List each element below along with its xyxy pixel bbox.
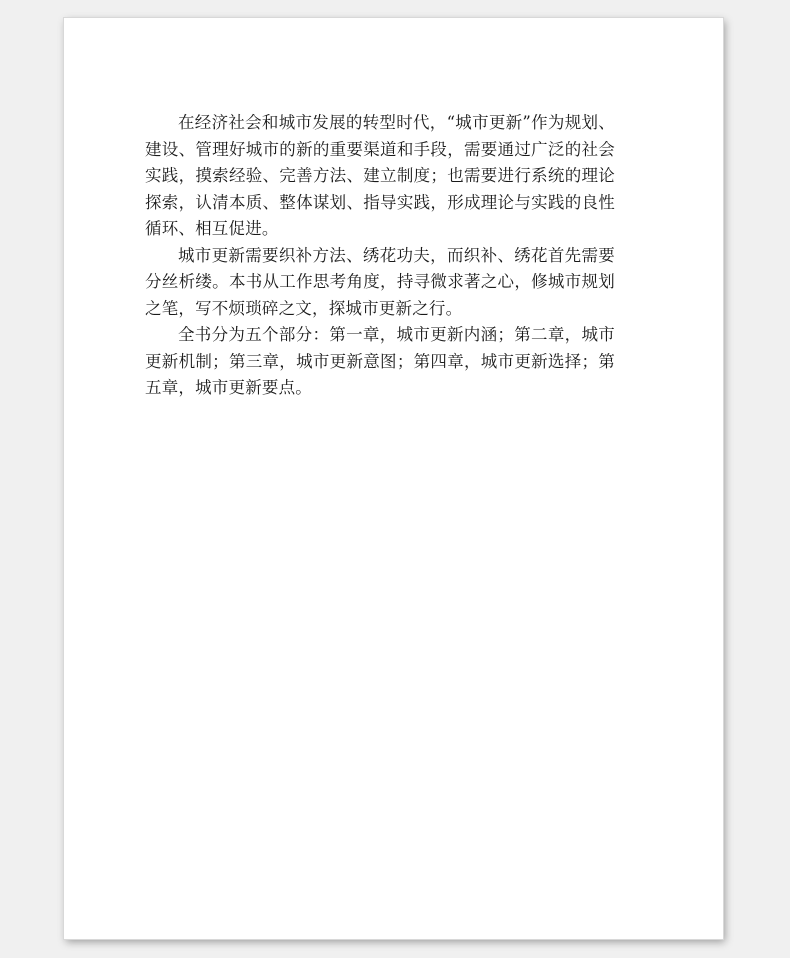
paragraph-structure: 全书分为五个部分：第一章，城市更新内涵；第二章，城市更新机制；第三章，城市更新意图；第四章，城市更新选择；第五章，城市更新要点。 [145, 325, 615, 397]
paragraph-method: 城市更新需要织补方法、绣花功夫，而织补、绣花首先需要分丝析缕。本书从工作思考角度，持寻微求著之心，修城市规划之笔，写不烦琐碎之文，探城市更新之行。 [145, 245, 615, 318]
body-text [145, 110, 615, 402]
document-page [64, 18, 723, 939]
paragraph-intro: 在经济社会和城市发展的转型时代，“城市更新”作为规划、建设、管理好城市的新的重要渠道和手段，需要通过广泛的社会实践，摸索经验、完善方法、建立制度；也需要进行系统的理论探索，认清本质、整体谋划、指导实践，形成理论与实践的良性循环、相互促进。 [145, 113, 615, 238]
